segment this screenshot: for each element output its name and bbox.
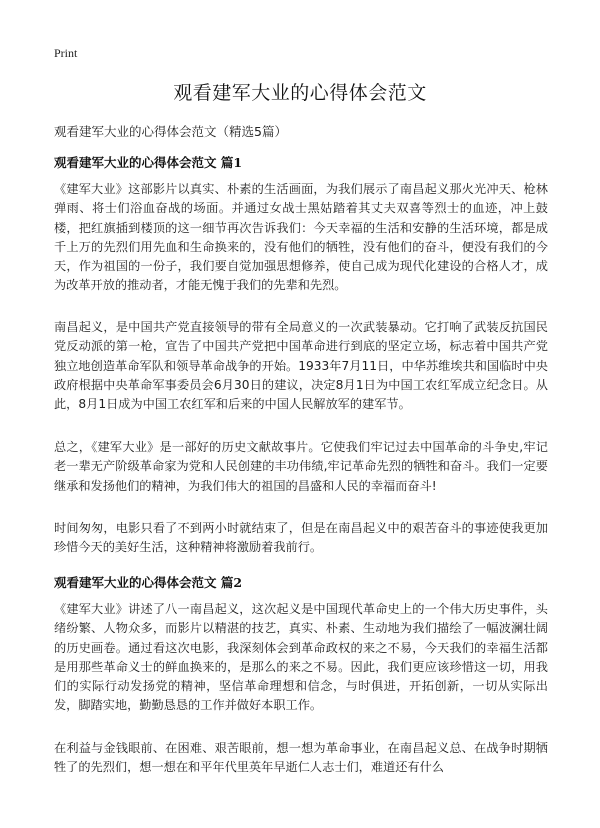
- section-1-paragraph-4: 时间匆匆，电影只看了不到两小时就结束了，但是在南昌起义中的艰苦奋斗的事迹使我更加珍惜今天的美好生活，这种精神将激励着我前行。: [54, 521, 548, 555]
- section-1-paragraph-3: 总之，《建军大业》是一部好的历史文献故事片。它使我们牢记过去中国革命的斗争史,牢记老一辈无产阶级革命家为党和人民创建的丰功伟绩,牢记革命先烈的牺牲和奋斗。我们一定要继承和发扬他们的精神，为我们伟大的祖国的昌盛和人民的幸福而奋斗!: [54, 440, 548, 493]
- section-2-paragraph-2: 在利益与金钱眼前、在困难、艰苦眼前，想一想为革命事业，在南昌起义总、在战争时期牺牲了的先烈们，想一想在和平年代里英年早逝仁人志士们，难道还有什么: [54, 741, 548, 775]
- document-title: 观看建军大业的心得体会范文: [173, 82, 427, 104]
- section-2-paragraph-1: 《建军大业》讲述了八一南昌起义，这次起义是中国现代革命史上的一个伟大历史事件，头绪纷繁、人物众多，而影片以精湛的技艺，真实、朴素、生动地为我们描绘了一幅波澜壮阔的历史画卷。通过看这次电影，我深刻体会到革命政权的来之不易，今天我们的幸福生活都是用那些革命义士的鲜血换来的，是那么的来之不易。因此，我们更应该珍惜这一切，用我们的实际行动发扬党的精神，坚信革命理想和信念，与时俱进，开拓创新，一切从实际出发，脚踏实地，勤勤恳恳的工作并做好本职工作。: [54, 602, 548, 713]
- section-heading-1: 观看建军大业的心得体会范文 篇1: [54, 155, 243, 170]
- document-subtitle: 观看建军大业的心得体会范文（精选5篇）: [54, 124, 287, 139]
- print-link[interactable]: Print: [54, 46, 78, 60]
- section-heading-2: 观看建军大业的心得体会范文 篇2: [54, 575, 243, 590]
- section-1-paragraph-1: 《建军大业》这部影片以真实、朴素的生活画面，为我们展示了南昌起义那火光冲天、枪林弹雨、将士们浴血奋战的场面。并通过女战士黑姑踏着其丈夫双喜等烈士的血迹，冲上鼓楼，把红旗插到楼顶的这一细节再次告诉我们：今天幸福的生活和安静的生活环境，都是成千上万的先烈们用先血和生命换来的，没有他们的牺牲，没有他们的奋斗，便没有我们的今天，作为祖国的一份子，我们要自觉加强思想修养，使自己成为现代化建设的合格人才，成为改革开放的推动者，才能无愧于我们的先辈和先烈。: [54, 182, 548, 293]
- section-1-paragraph-2: 南昌起义，是中国共产党直接领导的带有全局意义的一次武装暴动。它打响了武装反抗国民党反动派的第一枪，宣告了中国共产党把中国革命进行到底的坚定立场，标志着中国共产党独立地创造革命军队和领导革命战争的开始。1933年7月11日，中华苏维埃共和国临时中央政府根据中央革命军事委员会6月30日的建议，决定8月1日为中国工农红军成立纪念日。从此，8月1日成为中国工农红军和后来的中国人民解放军的建军节。: [54, 320, 548, 412]
